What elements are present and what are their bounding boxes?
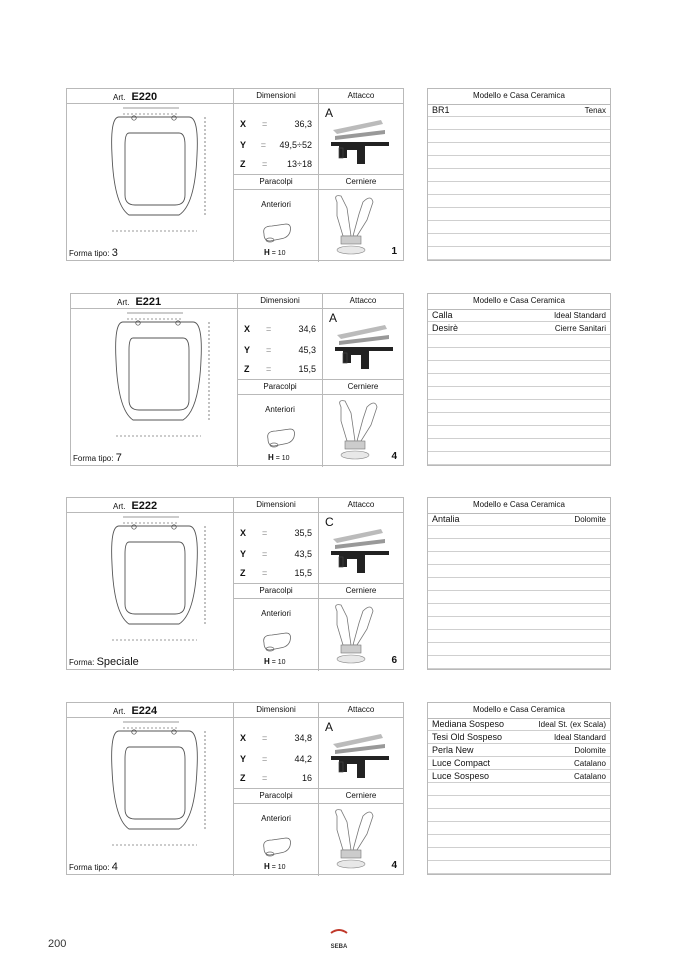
cerniere-header: Cerniere: [318, 789, 403, 804]
h-label: H = 10: [264, 862, 286, 871]
bumper-drawing: [262, 425, 298, 451]
cerniere-block: [318, 599, 403, 671]
model-table-header: Modello e Casa Ceramica: [428, 498, 610, 514]
model-row: [428, 718, 610, 731]
cerniere-header: Cerniere: [318, 175, 403, 190]
attacco-diagram: [321, 112, 401, 172]
forma-value: 7: [115, 452, 122, 464]
attacco-letter: A: [329, 311, 338, 325]
model-maker: Dolomite: [574, 746, 606, 755]
attacco-diagram: [325, 317, 405, 377]
bumper-drawing: [258, 220, 294, 246]
model-row: [428, 731, 610, 744]
bumper-drawing: [258, 834, 294, 860]
dim-y: Y = 43,5: [240, 549, 312, 559]
model-table-header: Modello e Casa Ceramica: [428, 294, 610, 310]
seat-outline-drawing: [83, 310, 233, 450]
model-table-header: Modello e Casa Ceramica: [428, 703, 610, 719]
model-row: [428, 757, 610, 770]
dim-y: Y = 44,2: [240, 754, 312, 764]
model-row: [428, 156, 610, 169]
attacco-letter: A: [325, 106, 334, 120]
model-name: BR1: [432, 105, 450, 115]
model-table-header: Modello e Casa Ceramica: [428, 89, 610, 105]
anteriori-label: Anteriori: [261, 200, 291, 209]
model-row: [428, 744, 610, 757]
art-label: Art.: [113, 93, 126, 102]
model-row: [428, 770, 610, 783]
forma-tipo: [69, 656, 139, 668]
model-row: [428, 783, 610, 796]
model-row: [428, 322, 610, 335]
attacco-letter: C: [325, 515, 334, 529]
attacco-header: Attacco: [318, 89, 403, 104]
attacco-diagram: [321, 521, 401, 581]
model-table-e220: [427, 88, 611, 261]
dimensioni-header: Dimensioni: [233, 498, 318, 513]
model-row: [428, 335, 610, 348]
h-label: H = 10: [268, 453, 290, 462]
dim-y: Y = 45,3: [244, 345, 316, 355]
model-row: [428, 247, 610, 260]
paracolpi-block: [233, 599, 318, 671]
model-row: [428, 117, 610, 130]
hinge-drawing: [323, 601, 383, 671]
anteriori-label: Anteriori: [261, 814, 291, 823]
model-row: [428, 104, 610, 117]
attacco-block: [318, 513, 403, 584]
model-row: [428, 169, 610, 182]
model-row: [428, 630, 610, 643]
attacco-header: Attacco: [318, 703, 403, 718]
model-row: [428, 861, 610, 874]
model-row: [428, 195, 610, 208]
model-row: [428, 439, 610, 452]
anteriori-label: Anteriori: [261, 609, 291, 618]
attacco-header: Attacco: [318, 498, 403, 513]
model-row: [428, 822, 610, 835]
cerniere-number: 4: [391, 860, 397, 871]
model-name: Calla: [432, 310, 453, 320]
product-card-e224: [66, 702, 404, 875]
art-header: [71, 294, 237, 309]
cerniere-number: 4: [391, 451, 397, 462]
model-row: [428, 656, 610, 669]
cerniere-header: Cerniere: [322, 380, 403, 395]
h-label: H = 10: [264, 248, 286, 257]
model-row: [428, 143, 610, 156]
dimensions-block: [233, 718, 318, 789]
model-row: [428, 578, 610, 591]
forma-value: Speciale: [96, 656, 139, 668]
dim-x: X = 34,6: [244, 324, 316, 334]
paracolpi-header: Paracolpi: [233, 175, 318, 190]
model-row: [428, 182, 610, 195]
model-name: Antalia: [432, 514, 460, 524]
model-maker: Cierre Sanitari: [554, 324, 606, 333]
model-table-e224: [427, 702, 611, 875]
cerniere-block: [318, 804, 403, 876]
model-row: [428, 221, 610, 234]
dimensions-block: [237, 309, 322, 380]
art-code: E222: [131, 500, 158, 512]
art-code: E224: [131, 705, 158, 717]
model-maker: Dolomite: [574, 515, 606, 524]
model-maker: Tenax: [584, 106, 606, 115]
dim-z: Z = 15,5: [240, 568, 312, 578]
model-name: Perla New: [432, 745, 474, 755]
bumper-drawing: [258, 629, 294, 655]
model-row: [428, 835, 610, 848]
model-row: [428, 565, 610, 578]
model-name: Tesi Old Sospeso: [432, 732, 503, 742]
model-name: Mediana Sospeso: [432, 719, 505, 729]
attacco-letter: A: [325, 720, 334, 734]
art-header: [67, 89, 233, 104]
dimensions-block: [233, 104, 318, 175]
model-maker: Ideal St. (ex Scala): [538, 720, 606, 729]
forma-tipo: [73, 452, 122, 464]
dimensioni-header: Dimensioni: [237, 294, 322, 309]
model-row: [428, 796, 610, 809]
attacco-diagram: [321, 726, 401, 786]
model-row: [428, 348, 610, 361]
art-code: E220: [131, 91, 158, 103]
forma-label: Forma tipo:: [73, 454, 114, 463]
hinge-drawing: [323, 192, 383, 262]
seat-outline-drawing: [79, 514, 229, 654]
model-row: [428, 130, 610, 143]
model-maker: Catalano: [573, 759, 606, 768]
model-name: Desirè: [432, 323, 459, 333]
dim-x: X = 35,5: [240, 528, 312, 538]
model-row: [428, 591, 610, 604]
model-row: [428, 309, 610, 322]
model-maker: Catalano: [573, 772, 606, 781]
paracolpi-header: Paracolpi: [233, 584, 318, 599]
attacco-block: [318, 718, 403, 789]
dimensioni-header: Dimensioni: [233, 703, 318, 718]
forma-tipo: [69, 861, 118, 873]
forma-label: Forma tipo:: [69, 249, 110, 258]
anteriori-label: Anteriori: [265, 405, 295, 414]
cerniere-number: 6: [391, 655, 397, 666]
brand-name: SEBA: [330, 944, 348, 950]
model-name: Luce Sospeso: [432, 771, 490, 781]
seat-outline-drawing: [79, 105, 229, 245]
model-row: [428, 387, 610, 400]
model-row: [428, 234, 610, 247]
paracolpi-block: [233, 804, 318, 876]
page-number: 200: [48, 938, 67, 950]
model-row: [428, 643, 610, 656]
art-header: [67, 498, 233, 513]
dimensioni-header: Dimensioni: [233, 89, 318, 104]
model-row: [428, 526, 610, 539]
product-card-e220: [66, 88, 404, 261]
seba-logo: [327, 926, 351, 950]
model-name: Luce Compact: [432, 758, 491, 768]
cerniere-block: [322, 395, 403, 467]
model-row: [428, 539, 610, 552]
forma-label: Forma:: [69, 658, 95, 667]
art-label: Art.: [113, 707, 126, 716]
cerniere-block: [318, 190, 403, 262]
model-row: [428, 208, 610, 221]
product-card-e221: [70, 293, 404, 466]
hinge-drawing: [327, 397, 387, 467]
forma-value: 3: [111, 247, 118, 259]
model-maker: Ideal Standard: [553, 311, 606, 320]
art-label: Art.: [113, 502, 126, 511]
model-row: [428, 413, 610, 426]
paracolpi-block: [233, 190, 318, 262]
attacco-block: [318, 104, 403, 175]
seat-outline-drawing: [79, 719, 229, 859]
paracolpi-header: Paracolpi: [237, 380, 322, 395]
attacco-block: [322, 309, 403, 380]
art-label: Art.: [117, 298, 130, 307]
model-row: [428, 452, 610, 465]
dim-z: Z = 16: [240, 773, 312, 783]
forma-value: 4: [111, 861, 118, 873]
model-row: [428, 400, 610, 413]
cerniere-number: 1: [391, 246, 397, 257]
model-row: [428, 809, 610, 822]
model-row: [428, 552, 610, 565]
forma-label: Forma tipo:: [69, 863, 110, 872]
art-header: [67, 703, 233, 718]
hinge-drawing: [323, 806, 383, 876]
art-code: E221: [135, 296, 162, 308]
forma-tipo: [69, 247, 118, 259]
dim-y: Y = 49,5÷52: [240, 140, 312, 150]
model-row: [428, 604, 610, 617]
dim-z: Z = 15,5: [244, 364, 316, 374]
model-maker: Ideal Standard: [553, 733, 606, 742]
cerniere-header: Cerniere: [318, 584, 403, 599]
model-row: [428, 848, 610, 861]
dimensions-block: [233, 513, 318, 584]
dim-x: X = 34,8: [240, 733, 312, 743]
model-row: [428, 426, 610, 439]
dim-z: Z = 13÷18: [240, 159, 312, 169]
attacco-header: Attacco: [322, 294, 403, 309]
model-row: [428, 617, 610, 630]
model-table-e221: [427, 293, 611, 466]
h-label: H = 10: [264, 657, 286, 666]
paracolpi-header: Paracolpi: [233, 789, 318, 804]
model-table-e222: [427, 497, 611, 670]
model-row: [428, 513, 610, 526]
paracolpi-block: [237, 395, 322, 467]
model-row: [428, 361, 610, 374]
model-row: [428, 374, 610, 387]
product-card-e222: [66, 497, 404, 670]
dim-x: X = 36,3: [240, 119, 312, 129]
